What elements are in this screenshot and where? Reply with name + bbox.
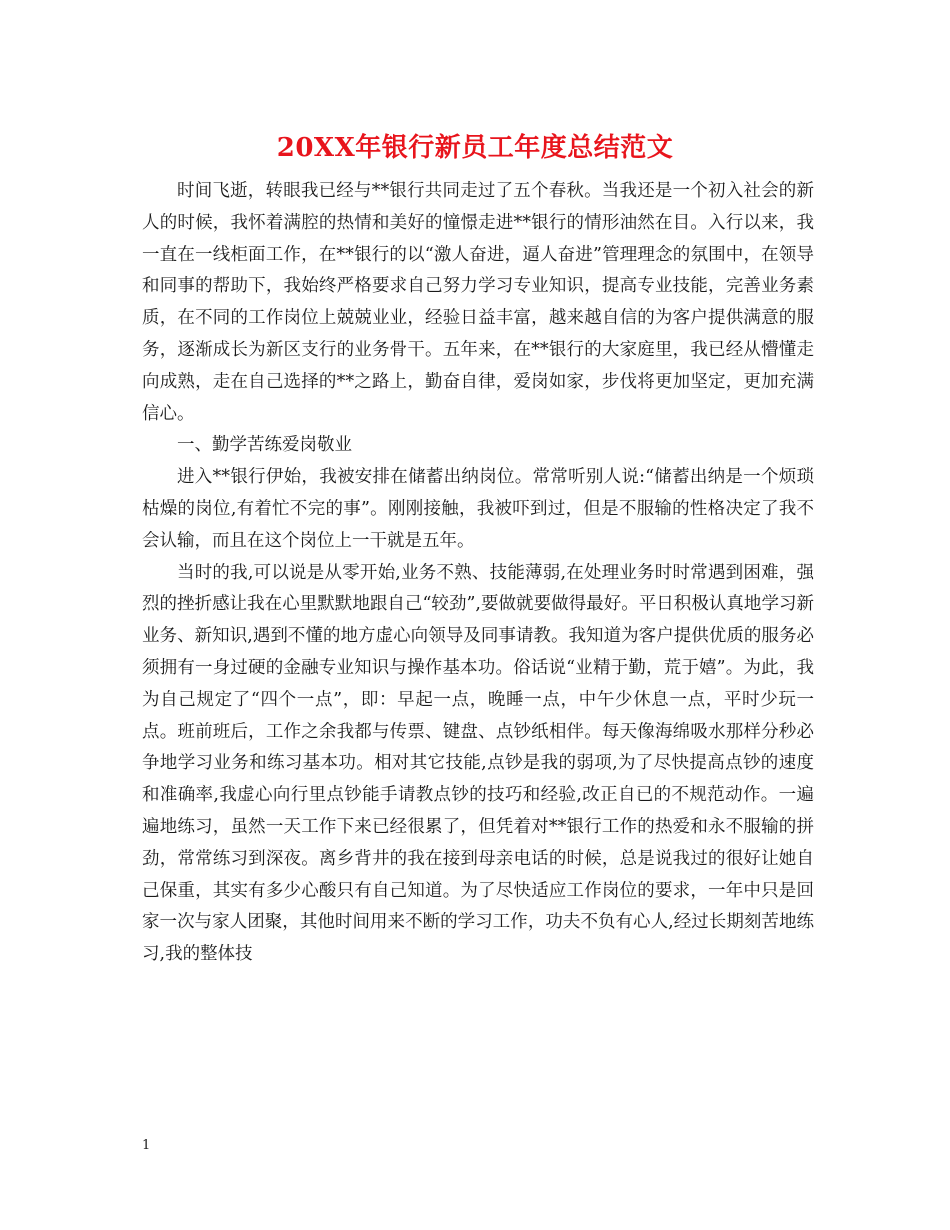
- page-number: 1: [142, 1138, 151, 1153]
- paragraph-intro: 时间飞逝，转眼我已经与**银行共同走过了五个春秋。当我还是一个初入社会的新人的时候，我怀着满腔的热情和美好的憧憬走进**银行的情形油然在目。入行以来，我一直在一线柜面工作，在**银行的以“激人奋进，逼人奋进”管理理念的氛围中，在领导和同事的帮助下，我始终严格要求自己努力学习专业知识，提高专业技能，完善业务素质，在不同的工作岗位上兢兢业业，经验日益丰富，越来越自信的为客户提供满意的服务，逐渐成长为新区支行的业务骨干。五年来，在**银行的大家庭里，我已经从懵懂走向成熟，走在自己选择的**之路上，勤奋自律，爱岗如家，步伐将更加坚定，更加充满信心。: [142, 181, 814, 424]
- paragraph-training: 当时的我,可以说是从零开始,业务不熟、技能薄弱,在处理业务时时常遇到困难，强烈的挫折感让我在心里默默地跟自己“较劲”,要做就要做得最好。平日积极认真地学习新业务、新知识,遇到不懂的地方虚心向领导及同事请教。我知道为客户提供优质的服务必须拥有一身过硬的金融专业知识与操作基本功。俗话说“业精于勤，荒于嬉”。为此，我为自己规定了“四个一点”，即：早起一点，晚睡一点，中午少休息一点，平时少玩一点。班前班后，工作之余我都与传票、键盘、点钞纸相伴。每天像海绵吸水那样分秒必争地学习业务和练习基本功。相对其它技能,点钞是我的弱项,为了尽快提高点钞的速度和准确率,我虚心向行里点钞能手请教点钞的技巧和经验,改正自已的不规范动作。一遍遍地练习，虽然一天工作下来已经很累了，但凭着对**银行工作的热爱和永不服输的拼劲，常常练习到深夜。离乡背井的我在接到母亲电话的时候，总是说我过的很好让她自己保重，其实有多少心酸只有自己知道。为了尽快适应工作岗位的要求，一年中只是回家一次与家人团聚，其他时间用来不断的学习工作，功夫不负有心人,经过长期刻苦地练习,我的整体技: [142, 562, 814, 965]
- paragraph-cashier-post: 进入**银行伊始，我被安排在储蓄出纳岗位。常常听别人说:“储蓄出纳是一个烦琐枯燥的岗位,有着忙不完的事”。刚刚接触，我被吓到过，但是不服输的性格决定了我不会认输，而且在这个岗位上一干就是五年。: [142, 467, 814, 551]
- document-title: 20XX年银行新员工年度总结范文: [276, 133, 674, 163]
- section-heading: 一、勤学苦练爱岗敬业: [177, 435, 352, 456]
- document-body: [142, 176, 814, 971]
